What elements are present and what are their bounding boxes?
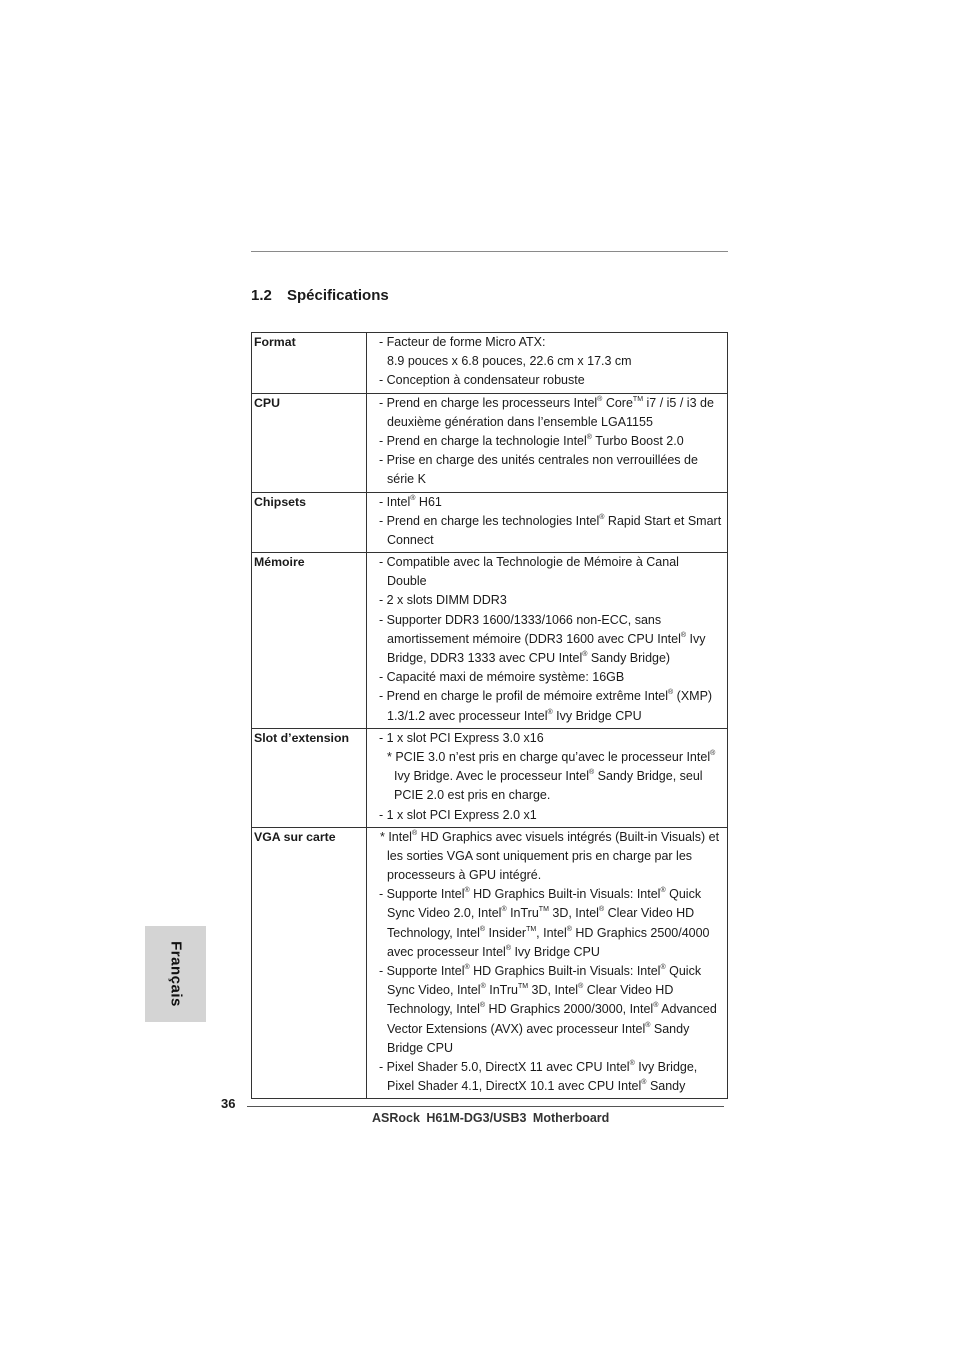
trademark-mark: TM xyxy=(538,906,549,914)
registered-mark: ® xyxy=(710,749,716,757)
section-title: Spécifications xyxy=(287,287,389,304)
spec-row-format xyxy=(252,333,728,394)
spec-line: * PCIE 3.0 n’est pris en charge qu’avec le processeur Intel® xyxy=(387,749,716,764)
spec-label: CPU xyxy=(252,393,367,492)
registered-mark: ® xyxy=(411,829,418,837)
spec-row-chipsets xyxy=(252,492,728,553)
spec-line: Connect xyxy=(387,532,434,547)
spec-line: * Intel® HD Graphics avec visuels intégrés (Built-in Visuals) et xyxy=(380,829,720,844)
spec-line: - Compatible avec la Technologie de Mémoire à Canal xyxy=(379,555,679,570)
registered-mark: ® xyxy=(501,906,507,914)
language-tab-label: Français xyxy=(167,941,184,1007)
registered-mark: ® xyxy=(598,906,605,914)
registered-mark: ® xyxy=(660,887,666,895)
spec-line: amortissement mémoire (DDR3 1600 avec CPU Intel® Ivy xyxy=(387,631,706,646)
spec-content xyxy=(367,827,728,1099)
spec-line: - Supporte Intel® HD Graphics Built-in Visuals: Intel® Quick xyxy=(379,964,702,978)
trademark-mark: TM xyxy=(517,983,529,991)
spec-line: deuxième génération dans l’ensemble LGA1155 xyxy=(387,414,653,429)
footer-divider xyxy=(247,1106,724,1107)
spec-line: 8.9 pouces x 6.8 pouces, 22.6 cm x 17.3 cm xyxy=(387,354,632,369)
spec-line: PCIE 2.0 est pris en charge. xyxy=(394,788,551,803)
registered-mark: ® xyxy=(578,983,584,991)
spec-line: Ivy Bridge. Avec le processeur Intel® Sandy Bridge, seul xyxy=(394,769,703,784)
spec-label: Slot d’extension xyxy=(252,728,367,827)
spec-line: Vector Extensions (AVX) avec processeur Intel® Sandy xyxy=(387,1021,690,1036)
registered-mark: ® xyxy=(629,1059,635,1067)
spec-line: - Prend en charge le profil de mémoire extrême Intel® (XMP) xyxy=(379,689,713,704)
specifications-table xyxy=(251,332,728,1099)
trademark-mark: TM xyxy=(632,395,644,403)
spec-line: - Intel® H61 xyxy=(379,494,442,509)
spec-label: Mémoire xyxy=(252,553,367,729)
spec-line: - 1 x slot PCI Express 2.0 x1 xyxy=(379,807,537,822)
spec-row-expansion-slots xyxy=(252,728,728,827)
registered-mark: ® xyxy=(641,1079,647,1087)
spec-line: - Facteur de forme Micro ATX: xyxy=(379,335,546,349)
footer-product-title: ASRock H61M-DG3/USB3 Motherboard xyxy=(372,1111,610,1125)
spec-line: - Supporter DDR3 1600/1333/1066 non-ECC, sans xyxy=(379,612,662,627)
registered-mark: ® xyxy=(660,964,666,971)
registered-mark: ® xyxy=(645,1021,651,1029)
spec-content xyxy=(367,728,728,827)
spec-line: Sync Video, Intel® InTru™ 3D, Intel® Clear Video HD xyxy=(387,983,674,998)
spec-line: les sorties VGA sont uniquement pris en charge par les xyxy=(387,848,693,863)
registered-mark: ® xyxy=(410,494,416,502)
registered-mark: ® xyxy=(599,513,605,521)
registered-mark: ® xyxy=(547,708,553,716)
top-divider xyxy=(251,251,728,252)
registered-mark: ® xyxy=(586,433,592,441)
spec-line: Technology, Intel® Insider™, Intel® HD Graphics 2500/4000 xyxy=(387,925,710,940)
spec-line: - Conception à condensateur robuste xyxy=(379,373,585,388)
section-number: 1.2 xyxy=(251,287,272,304)
spec-row-memory xyxy=(252,553,728,729)
registered-mark: ® xyxy=(680,631,687,639)
registered-mark: ® xyxy=(464,887,470,895)
registered-mark: ® xyxy=(479,1002,486,1010)
spec-label: Format xyxy=(252,333,367,394)
spec-line: - Prend en charge les technologies Intel® Rapid Start et Smart xyxy=(379,513,722,528)
spec-line: - Supporte Intel® HD Graphics Built-in Visuals: Intel® Quick xyxy=(379,887,702,902)
spec-label: Chipsets xyxy=(252,492,367,553)
registered-mark: ® xyxy=(505,944,511,952)
spec-line: série K xyxy=(387,472,426,487)
registered-mark: ® xyxy=(479,925,486,933)
spec-line: - 2 x slots DIMM DDR3 xyxy=(379,593,507,608)
language-tab xyxy=(145,926,206,1022)
registered-mark: ® xyxy=(480,983,486,991)
page-number: 36 xyxy=(221,1096,236,1111)
registered-mark: ® xyxy=(668,689,674,697)
spec-content xyxy=(367,553,728,729)
spec-line: - Capacité maxi de mémoire système: 16GB xyxy=(379,670,625,685)
registered-mark: ® xyxy=(566,925,572,933)
spec-line: Pixel Shader 4.1, DirectX 10.1 avec CPU Intel® Sandy xyxy=(387,1079,686,1094)
trademark-mark: TM xyxy=(526,925,537,933)
spec-line: - 1 x slot PCI Express 3.0 x16 xyxy=(379,730,544,745)
spec-line: - Prend en charge la technologie Intel® Turbo Boost 2.0 xyxy=(379,433,684,448)
registered-mark: ® xyxy=(653,1002,659,1010)
registered-mark: ® xyxy=(589,769,595,777)
spec-content xyxy=(367,333,728,394)
spec-line: Technology, Intel® HD Graphics 2000/3000, Intel® Advanced xyxy=(387,1002,717,1017)
spec-content xyxy=(367,492,728,553)
registered-mark: ® xyxy=(464,964,470,971)
spec-line: Bridge, DDR3 1333 avec CPU Intel® Sandy Bridge) xyxy=(387,651,671,665)
spec-label: VGA sur carte xyxy=(252,827,367,1099)
spec-line: - Prend en charge les processeurs Intel® Core™ i7 / i5 / i3 de xyxy=(379,395,714,410)
spec-line: Bridge CPU xyxy=(387,1040,453,1055)
spec-line: - Prise en charge des unités centrales non verrouillées de xyxy=(379,453,698,468)
spec-row-cpu xyxy=(252,393,728,492)
spec-content xyxy=(367,393,728,492)
registered-mark: ® xyxy=(582,651,588,658)
section-heading xyxy=(251,287,389,304)
spec-line: avec processeur Intel® Ivy Bridge CPU xyxy=(387,944,600,959)
spec-row-onboard-vga xyxy=(252,827,728,1099)
spec-line: 1.3/1.2 avec processeur Intel® Ivy Bridge CPU xyxy=(387,708,642,723)
registered-mark: ® xyxy=(597,395,603,403)
spec-line: Double xyxy=(387,574,427,589)
spec-line: processeurs à GPU intégré. xyxy=(387,868,542,883)
spec-line: Sync Video 2.0, Intel® InTru™ 3D, Intel® Clear Video HD xyxy=(387,906,695,921)
spec-line: - Pixel Shader 5.0, DirectX 11 avec CPU Intel® Ivy Bridge, xyxy=(379,1059,698,1074)
